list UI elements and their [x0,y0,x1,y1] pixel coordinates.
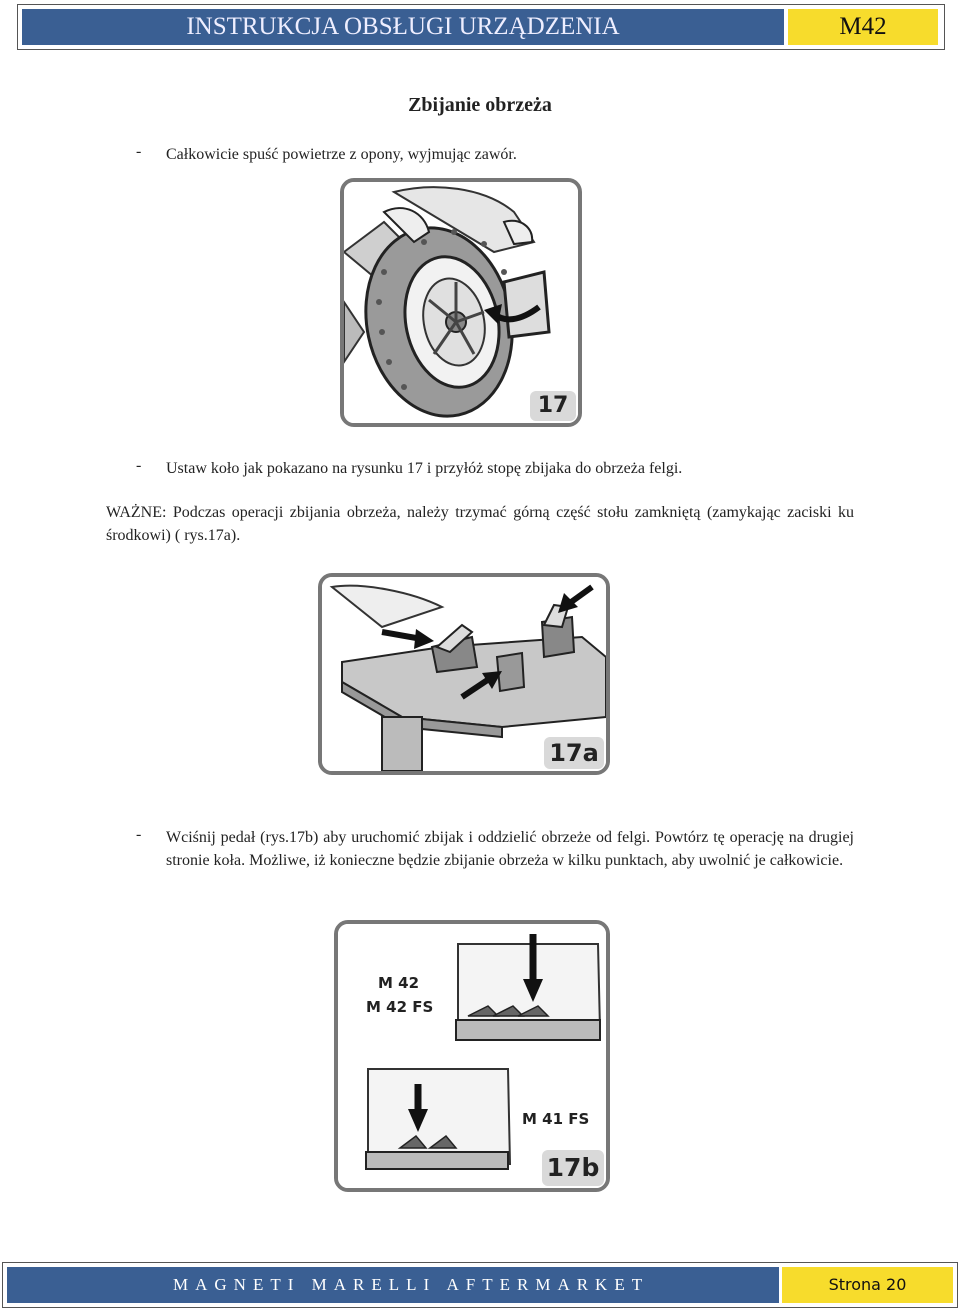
figure-17-label: 17 [530,391,576,421]
wheel-illustration [344,182,578,423]
page-header [17,4,945,50]
step-1-text: Całkowicie spuść powietrze z opony, wyjmując zawór. [166,146,517,163]
brand-name: MAGNETI MARELLI AFTERMARKET [7,1267,779,1303]
manual-title: INSTRUKCJA OBSŁUGI URZĄDZENIA [22,9,784,45]
figure-17b [334,920,610,1192]
important-note: WAŻNE: Podczas operacji zbijania obrzeża, należy trzymać górną część stołu zamkniętą (zamykając zaciski ku środkowi) ( rys.17a). [106,504,854,544]
model-label-m42fs: M 42 FS [366,998,434,1016]
model-label-m41fs: M 41 FS [522,1110,590,1128]
step-3-text: Wciśnij pedał (rys.17b) aby uruchomić zbijak i oddzielić obrzeże od felgi. Powtórz tę operację na drugiej stronie koła. Możliwe, iż konieczne będzie zbijanie obrzeża w kilku punktach, aby uwolnić je całkowicie. [166,829,854,869]
pedal-illustration [338,924,606,1188]
page-number: Strona 20 [782,1267,953,1303]
figure-17a [318,573,610,775]
list-dash: - [136,143,142,160]
section-title: Zbijanie obrzeża [408,94,552,116]
page-footer [2,1262,958,1308]
list-dash: - [136,457,142,474]
model-label-m42: M 42 [378,974,420,992]
figure-17a-label: 17a [544,737,604,769]
model-name: M42 [788,9,938,45]
figure-17b-label: 17b [542,1150,604,1186]
figure-17 [340,178,582,427]
step-2-text: Ustaw koło jak pokazano na rysunku 17 i przyłóż stopę zbijaka do obrzeża felgi. [166,460,683,477]
list-dash: - [136,826,142,843]
